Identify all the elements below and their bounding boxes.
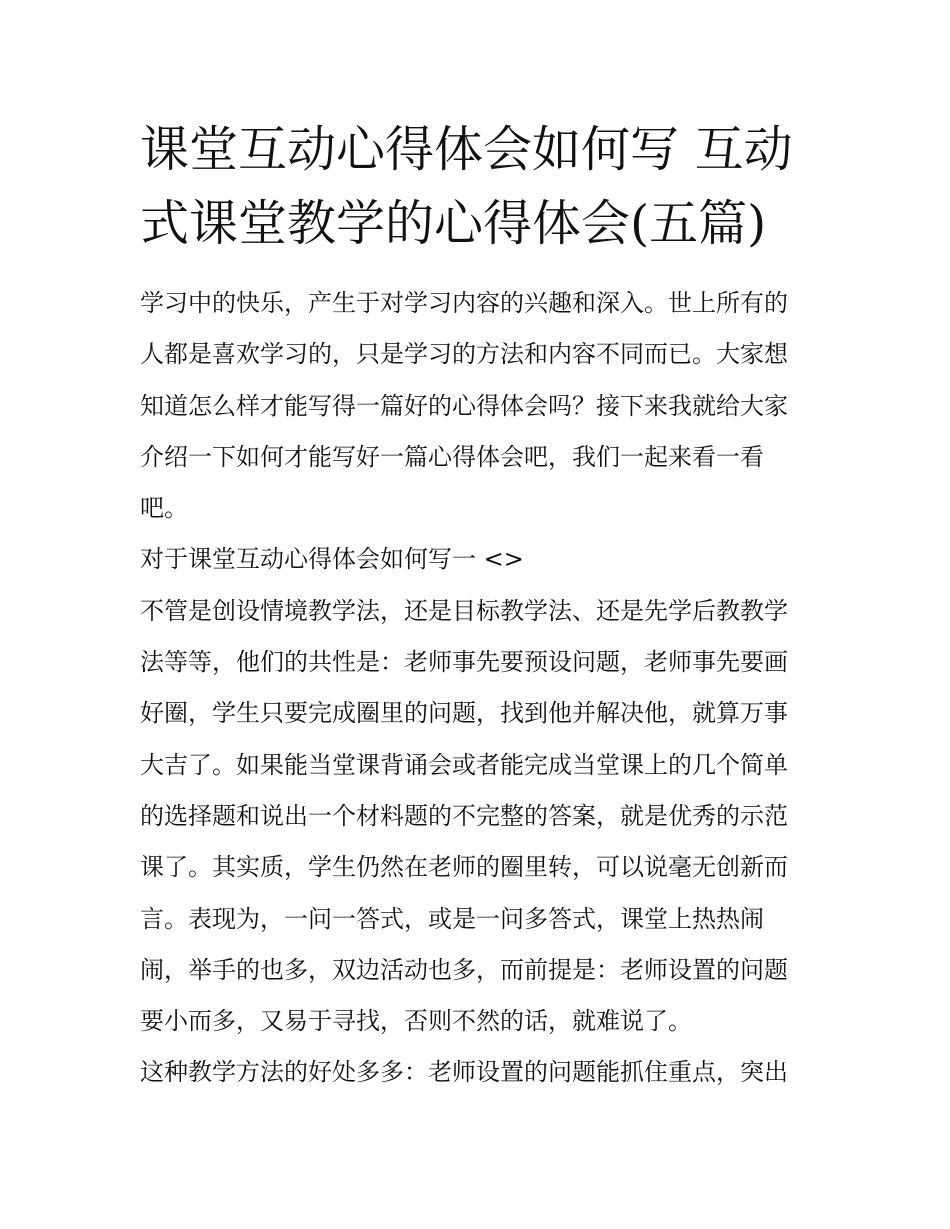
section-heading (140, 534, 820, 585)
text-line: 人都是喜欢学习的，只是学习的方法和内容不同而已。大家想 (140, 340, 788, 369)
paragraph-intro (140, 278, 820, 534)
text-line: 大吉了。如果能当堂课背诵会或者能完成当堂课上的几个简单 (140, 750, 788, 779)
text-line: 这种教学方法的好处多多：老师设置的问题能抓住重点，突出 (140, 1058, 788, 1087)
text-line: 吧。 (140, 494, 188, 523)
text-line: 不管是创设情境教学法，还是目标教学法、还是先学后教教学 (140, 596, 788, 625)
text-line: 言。表现为，一问一答式，或是一问多答式，课堂上热热闹 (140, 904, 764, 933)
text-line: 的选择题和说出一个材料题的不完整的答案，就是优秀的示范 (140, 801, 788, 830)
paragraph-body (140, 586, 820, 1048)
text-line: 学习中的快乐，产生于对学习内容的兴趣和深入。世上所有的 (140, 289, 788, 317)
text-line: 知道怎么样才能写得一篇好的心得体会吗？接下来我就给大家 (140, 391, 788, 420)
paragraph-body (140, 1047, 820, 1098)
text-line: 好圈，学生只要完成圈里的问题，找到他并解决他，就算万事 (140, 699, 788, 728)
document-title (140, 113, 820, 261)
text-line: 闹，举手的也多，双边活动也多，而前提是：老师设置的问题 (140, 955, 788, 984)
document-body (140, 278, 820, 1099)
text-line: 法等等，他们的共性是：老师事先要预设问题，老师事先要画 (140, 648, 788, 677)
text-line: 课了。其实质，学生仍然在老师的圈里转，可以说毫无创新而 (140, 853, 788, 882)
text-line: 对于课堂互动心得体会如何写一 <> (140, 545, 524, 574)
title-line: 课堂互动心得体会如何写 互动 (140, 121, 793, 178)
text-line: 介绍一下如何才能写好一篇心得体会吧，我们一起来看一看 (140, 442, 764, 471)
text-line: 要小而多，又易于寻找，否则不然的话，就难说了。 (140, 1007, 692, 1036)
title-line: 式课堂教学的心得体会(五篇) (140, 195, 767, 252)
